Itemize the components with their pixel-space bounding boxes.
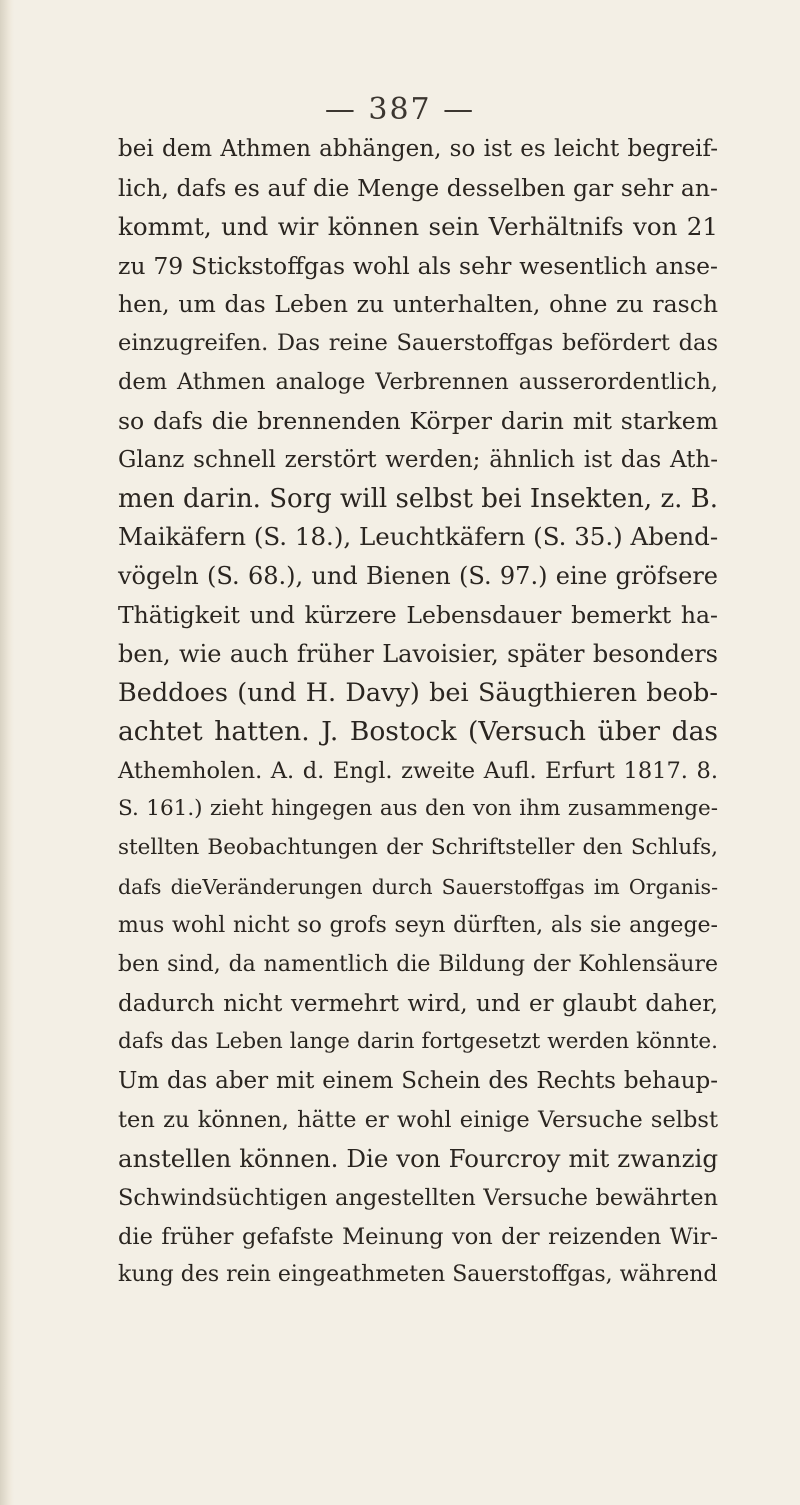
- text-line: kung des rein eingeathmeten Sauerstoffgas, während: [118, 1262, 718, 1288]
- text-line: ben sind, da namentlich die Bildung der Kohlensäure: [118, 951, 718, 977]
- text-line: S. 161.) zieht hingegen aus den von ihm zusammenge-: [118, 796, 718, 822]
- text-line: vögeln (S. 68.), und Bienen (S. 97.) eine gröfsere: [118, 562, 718, 591]
- text-line: dadurch nicht vermehrt wird, und er glaubt daher,: [118, 990, 718, 1017]
- text-line: dafs das Leben lange darin fortgesetzt werden könnte.: [118, 1029, 718, 1055]
- text-line: ten zu können, hätte er wohl einige Versuche selbst: [118, 1107, 718, 1134]
- text-line: zu 79 Stickstoffgas wohl als sehr wesentlich anse-: [118, 251, 718, 280]
- text-line: Maikäfern (S. 18.), Leuchtkäfern (S. 35.) Abend-: [118, 522, 719, 552]
- text-line: anstellen können. Die von Fourcroy mit zwanzig: [118, 1143, 718, 1173]
- text-line: lich, dafs es auf die Menge desselben gar sehr an-: [118, 173, 718, 202]
- text-line: hen, um das Leben zu unterhalten, ohne zu rasch: [118, 290, 718, 319]
- text-line: einzugreifen. Das reine Sauerstoffgas befördert das: [118, 330, 718, 357]
- text-line: dafs dieVeränderungen durch Sauerstoffgas im Organis-: [118, 875, 718, 900]
- text-block: [118, 130, 718, 1295]
- text-line: Um das aber mit einem Schein des Rechts behaup-: [118, 1068, 718, 1095]
- text-line: bei dem Athmen abhängen, so ist es leicht begreif-: [118, 136, 718, 162]
- page-number: — 387 —: [324, 92, 476, 127]
- text-line: Athemholen. A. d. Engl. zweite Aufl. Erfurt 1817. 8.: [118, 757, 718, 784]
- text-line: ben, wie auch früher Lavoisier, später besonders: [118, 639, 718, 668]
- text-line: Beddoes (und H. Davy) bei Säugthieren beob-: [118, 677, 718, 708]
- text-line: Glanz schnell zerstört werden; ähnlich ist das Ath-: [118, 446, 718, 473]
- text-line: mus wohl nicht so grofs seyn dürften, als sie angege-: [118, 912, 718, 938]
- text-line: Schwindsüchtigen angestellten Versuche bewährten: [118, 1184, 718, 1211]
- text-line: so dafs die brennenden Körper darin mit starkem: [118, 406, 718, 435]
- text-line: dem Athmen analoge Verbrennen ausserordentlich,: [118, 369, 718, 396]
- text-line: die früher gefafste Meinung von der reizenden Wir-: [118, 1223, 718, 1250]
- text-line: achtet hatten. J. Bostock (Versuch über das: [118, 715, 718, 747]
- text-line: men darin. Sorg will selbst bei Insekten, z. B.: [118, 483, 719, 514]
- text-line: Thätigkeit und kürzere Lebensdauer bemerkt ha-: [118, 601, 718, 630]
- page-edge-shadow: [0, 0, 14, 1505]
- text-line: stellten Beobachtungen der Schriftsteller den Schlufs,: [118, 835, 718, 861]
- text-line: kommt, und wir können sein Verhältnifs von 21: [118, 211, 718, 241]
